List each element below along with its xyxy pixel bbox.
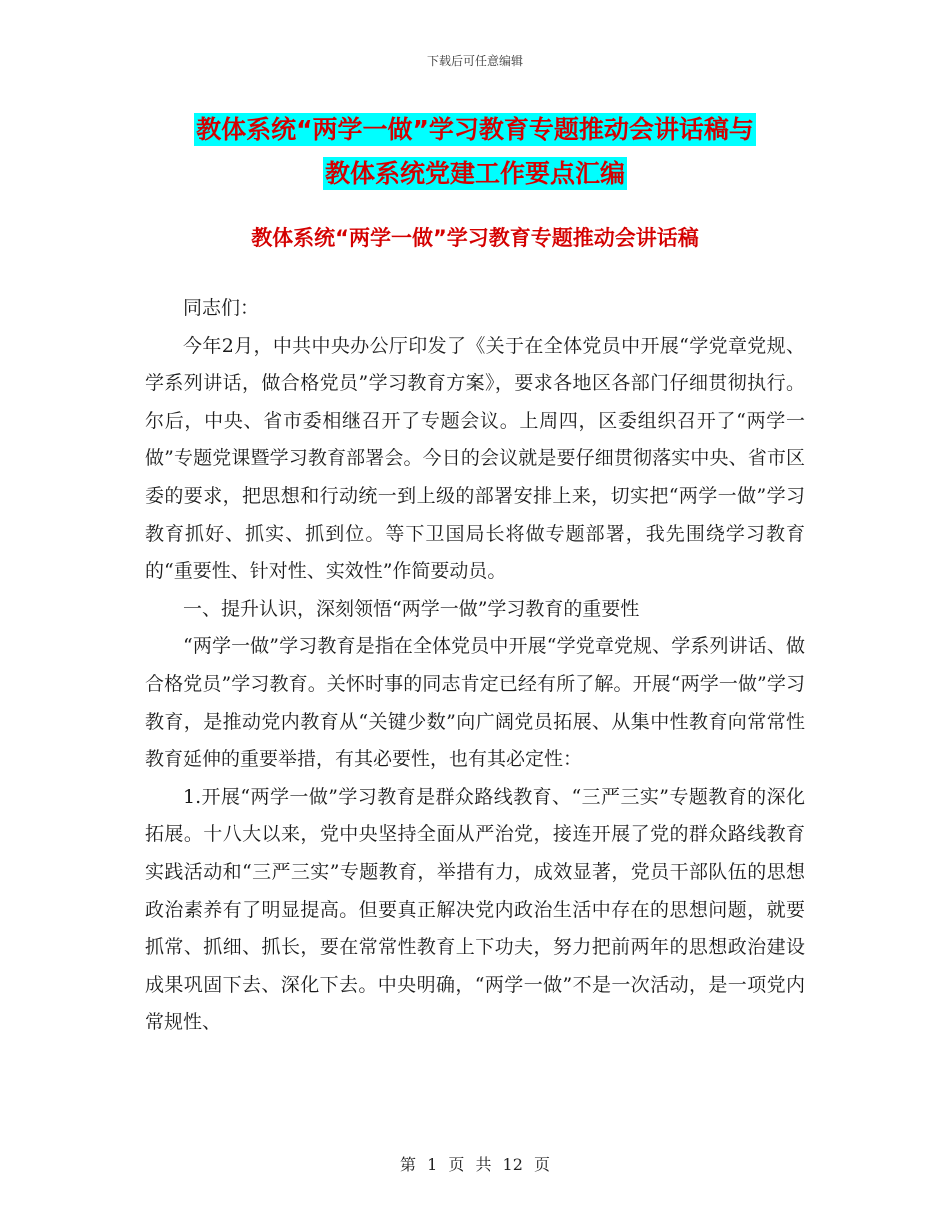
paragraph-heading-1: 一、提升认识，深刻领悟“两学一做”学习教育的重要性	[183, 597, 640, 620]
section-title: 教体系统“两学一做”学习教育专题推动会讲话稿	[251, 226, 699, 250]
page-footer: 第 1 页 共 12 页	[400, 1155, 550, 1174]
paragraph-greeting: 同志们：	[183, 297, 260, 319]
document-title	[0, 108, 950, 196]
title-line-2: 教体系统党建工作要点汇编	[324, 159, 625, 188]
paragraph-intro: 今年2月，中共中央办公厅印发了《关于在全体党员中开展“学党章党规、学系列讲话，做合格党员”学习教育方案》，要求各地区各部门仔细贯彻执行。尔后，中央、省市委相继召开了专题会议。上周四，区委组织召开了“两学一做”专题党课暨学习教育部署会。今日的会议就是要仔细贯彻落实中央、省市区委的要求，把思想和行动统一到上级的部署安排上来，切实把“两学一做”学习教育抓好、抓实、抓到位。等下卫国局长将做专题部署，我先围绕学习教育的“重要性、针对性、实效性”作简要动员。	[145, 334, 805, 583]
paragraph-definition: “两学一做”学习教育是指在全体党员中开展“学党章党规、学系列讲话、做合格党员”学习教育。关怀时事的同志肯定已经有所了解。开展“两学一做”学习教育，是推动党内教育从“关键少数”向广阔党员拓展、从集中性教育向常常性教育延伸的重要举措，有其必要性，也有其必定性：	[145, 635, 805, 771]
title-line-1: 教体系统“两学一做”学习教育专题推动会讲话稿与	[196, 115, 754, 144]
header-note: 下载后可任意编辑	[426, 54, 523, 68]
body-text	[145, 290, 805, 1042]
paragraph-point-1: 1.开展“两学一做”学习教育是群众路线教育、“三严三实”专题教育的深化拓展。十八大以来，党中央坚持全面从严治党，接连开展了党的群众路线教育实践活动和“三严三实”专题教育，举措有力，成效显著，党员干部队伍的思想政治素养有了明显提高。但要真正解决党内政治生活中存在的思想问题，就要抓常、抓细、抓长，要在常常性教育上下功夫，努力把前两年的思想政治建设成果巩固下去、深化下去。中央明确，“两学一做”不是一次活动，是一项党内常规性、	[145, 785, 805, 1034]
